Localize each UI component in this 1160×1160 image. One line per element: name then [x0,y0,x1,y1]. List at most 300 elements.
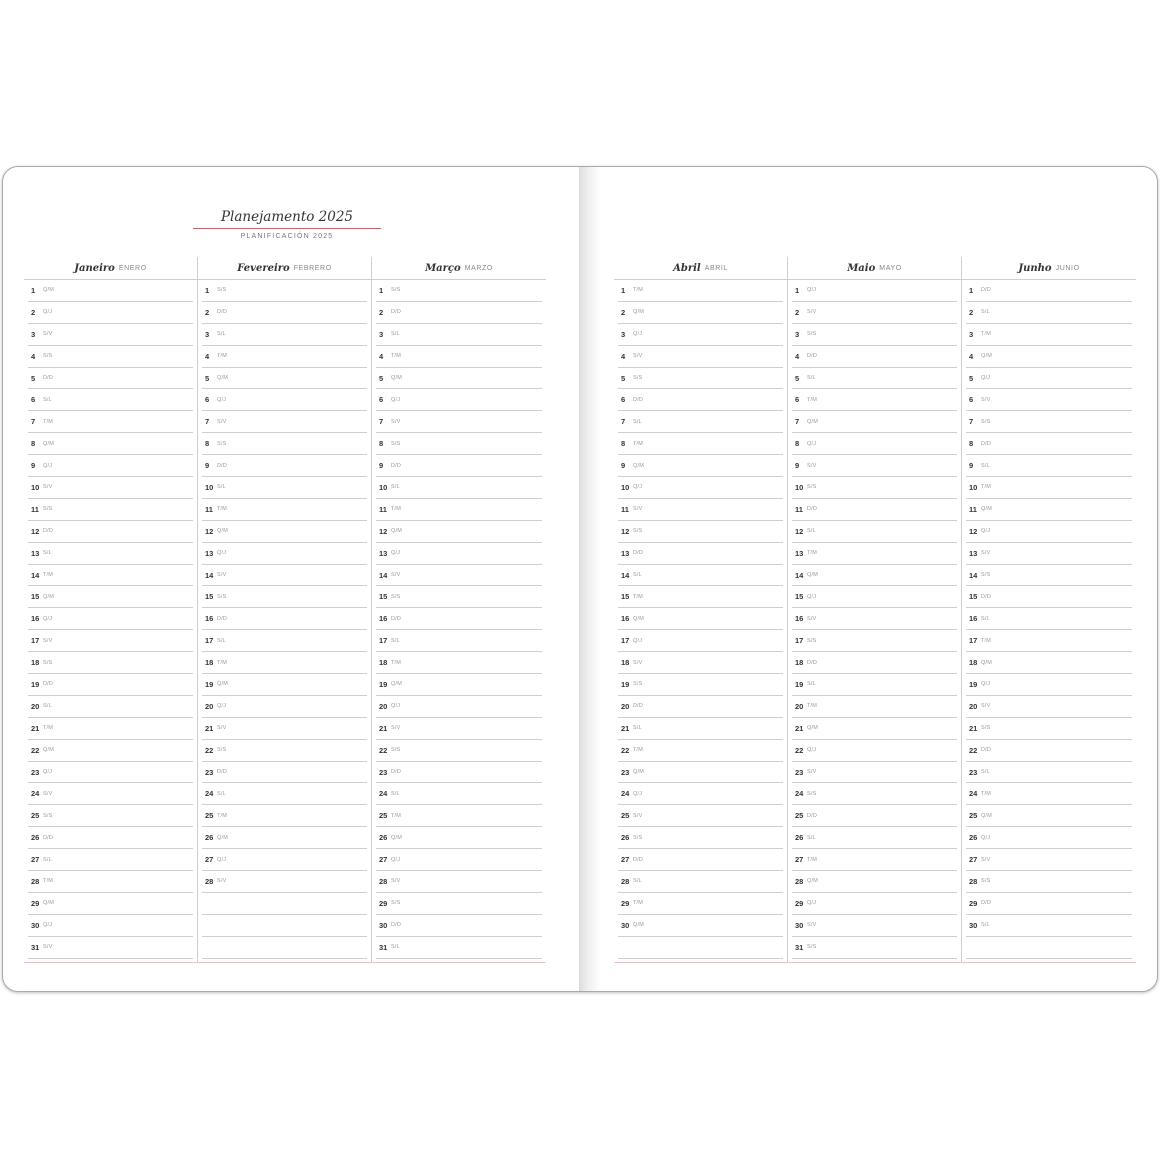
day-row[interactable] [376,565,542,587]
month-header [614,257,787,280]
day-row[interactable] [966,871,1132,893]
weekday-abbr: Q/M [633,615,644,622]
day-number: 1 [969,285,974,295]
day-row[interactable] [966,389,1132,411]
day-row[interactable] [28,674,193,696]
day-row[interactable] [966,324,1132,346]
day-row[interactable] [966,368,1132,390]
weekday-abbr: Q/J [981,528,991,535]
month-header [962,257,1136,280]
day-number: 3 [31,329,36,339]
day-row[interactable] [202,696,367,718]
day-row[interactable] [376,849,542,871]
weekday-abbr: Q/M [807,418,818,425]
day-row[interactable] [792,433,957,455]
day-row[interactable] [966,565,1132,587]
day-row[interactable] [966,652,1132,674]
day-number: 9 [795,461,800,471]
day-row[interactable] [618,586,783,608]
day-row[interactable] [28,827,193,849]
day-row[interactable] [792,893,957,915]
day-row[interactable] [792,805,957,827]
left-page-months [24,257,546,963]
day-row[interactable] [376,893,542,915]
day-row[interactable] [792,849,957,871]
weekday-abbr: S/L [981,462,990,469]
day-row[interactable] [28,718,193,740]
weekday-abbr: S/V [633,353,643,360]
weekday-abbr: T/M [391,812,402,819]
weekday-abbr: S/S [217,747,227,754]
weekday-abbr: S/S [43,353,53,360]
day-number: 17 [31,636,40,646]
day-row[interactable] [202,346,367,368]
day-row[interactable] [376,783,542,805]
day-row[interactable] [618,389,783,411]
day-row[interactable] [618,827,783,849]
day-number: 13 [621,548,630,558]
weekday-abbr: D/D [807,506,818,513]
day-row[interactable] [376,674,542,696]
day-row[interactable] [792,871,957,893]
day-number: 27 [379,855,388,865]
day-row[interactable] [792,411,957,433]
day-row[interactable] [376,280,542,302]
day-row[interactable] [618,455,783,477]
day-number: 27 [31,855,40,865]
month-bottom-rule [372,962,546,963]
weekday-abbr: S/V [43,331,53,338]
weekday-abbr: T/M [633,440,644,447]
day-number: 9 [205,461,210,471]
day-row[interactable] [376,915,542,937]
day-row[interactable] [202,762,367,784]
day-row[interactable] [376,608,542,630]
weekday-abbr: S/S [43,659,53,666]
day-row[interactable] [618,849,783,871]
day-row[interactable] [966,521,1132,543]
day-row[interactable] [376,389,542,411]
day-row[interactable] [202,389,367,411]
day-row[interactable] [28,477,193,499]
day-row[interactable] [966,586,1132,608]
day-row[interactable] [202,499,367,521]
day-number: 28 [969,876,978,886]
day-number: 19 [31,679,40,689]
weekday-abbr: S/L [391,790,400,797]
day-row[interactable] [376,433,542,455]
day-row[interactable] [618,411,783,433]
weekday-abbr: S/L [981,922,990,929]
day-row[interactable] [966,740,1132,762]
day-row[interactable] [202,477,367,499]
day-row[interactable] [376,368,542,390]
day-row[interactable] [202,674,367,696]
day-row[interactable] [792,389,957,411]
day-number: 16 [621,614,630,624]
weekday-abbr: Q/J [633,484,643,491]
day-row[interactable] [28,893,193,915]
day-row[interactable] [618,674,783,696]
day-row[interactable] [618,302,783,324]
day-row[interactable] [28,368,193,390]
day-row[interactable] [202,521,367,543]
day-number: 22 [795,745,804,755]
day-row[interactable] [792,499,957,521]
day-row[interactable] [618,696,783,718]
day-row[interactable] [792,740,957,762]
day-row[interactable] [966,674,1132,696]
day-number: 10 [379,482,388,492]
weekday-abbr: Q/J [807,440,817,447]
weekday-abbr: Q/M [981,659,992,666]
day-row[interactable] [28,521,193,543]
day-row[interactable] [792,346,957,368]
weekday-abbr: T/M [43,572,54,579]
day-number: 25 [205,811,214,821]
day-row[interactable] [28,455,193,477]
day-number: 9 [31,461,36,471]
day-row[interactable] [28,740,193,762]
day-row[interactable] [28,762,193,784]
day-row[interactable] [202,302,367,324]
day-row[interactable] [28,696,193,718]
day-row[interactable] [618,630,783,652]
day-row[interactable] [618,280,783,302]
day-row[interactable] [792,302,957,324]
day-row[interactable] [618,477,783,499]
weekday-abbr: S/L [391,331,400,338]
day-row[interactable] [792,543,957,565]
day-row[interactable] [966,411,1132,433]
day-number: 21 [379,723,388,733]
day-row[interactable] [202,411,367,433]
day-row[interactable] [376,740,542,762]
day-number: 22 [31,745,40,755]
day-row[interactable] [792,674,957,696]
day-number: 4 [31,351,36,361]
day-row[interactable] [376,521,542,543]
day-row[interactable] [376,805,542,827]
day-row[interactable] [966,543,1132,565]
day-number: 15 [621,592,630,602]
day-row[interactable] [792,783,957,805]
day-row[interactable] [966,827,1132,849]
day-row[interactable] [376,543,542,565]
weekday-abbr: T/M [217,506,228,513]
day-row[interactable] [792,455,957,477]
day-row[interactable] [202,586,367,608]
day-row[interactable] [202,324,367,346]
day-row[interactable] [28,805,193,827]
day-number: 6 [969,395,974,405]
day-row[interactable] [966,280,1132,302]
day-row[interactable] [792,586,957,608]
weekday-abbr: Q/M [981,353,992,360]
weekday-abbr: Q/J [217,856,227,863]
day-row[interactable] [28,937,193,959]
day-number: 7 [795,417,800,427]
weekday-abbr: T/M [981,331,992,338]
day-row[interactable] [966,630,1132,652]
day-row[interactable] [28,586,193,608]
day-row[interactable] [376,696,542,718]
book-gutter [579,167,601,991]
weekday-abbr: Q/M [633,922,644,929]
day-row[interactable] [376,937,542,959]
day-row[interactable] [376,718,542,740]
day-row[interactable] [202,827,367,849]
weekday-abbr: S/L [807,834,816,841]
day-row[interactable] [966,762,1132,784]
day-number: 24 [379,789,388,799]
day-row[interactable] [28,499,193,521]
weekday-abbr: Q/M [807,725,818,732]
day-row[interactable] [618,762,783,784]
day-row[interactable] [28,871,193,893]
day-number: 12 [31,526,40,536]
day-number: 14 [31,570,40,580]
day-number: 1 [205,285,210,295]
weekday-abbr: S/S [43,506,53,513]
day-row[interactable] [618,499,783,521]
weekday-abbr: T/M [807,703,818,710]
day-row[interactable] [28,389,193,411]
weekday-abbr: Q/J [807,900,817,907]
weekday-abbr: Q/J [391,396,401,403]
day-row[interactable] [28,630,193,652]
day-row[interactable] [28,280,193,302]
day-row[interactable] [28,543,193,565]
day-row[interactable] [376,411,542,433]
day-number: 23 [379,767,388,777]
day-row[interactable] [202,849,367,871]
day-row[interactable] [618,543,783,565]
day-number: 6 [205,395,210,405]
day-number: 5 [795,373,800,383]
day-row[interactable] [618,915,783,937]
day-row[interactable] [376,630,542,652]
day-number: 3 [379,329,384,339]
day-row[interactable] [966,915,1132,937]
day-number: 11 [621,504,629,514]
weekday-abbr: T/M [43,725,54,732]
day-row[interactable] [966,477,1132,499]
month-column [372,257,546,963]
day-number: 18 [379,658,388,668]
day-number: 19 [969,679,978,689]
day-row[interactable] [792,762,957,784]
day-row[interactable] [202,368,367,390]
weekday-abbr: S/L [217,790,226,797]
day-row[interactable] [618,565,783,587]
day-row[interactable] [792,696,957,718]
weekday-abbr: T/M [981,790,992,797]
day-row[interactable] [966,849,1132,871]
weekday-abbr: S/V [633,659,643,666]
day-row[interactable] [618,608,783,630]
day-row[interactable] [376,455,542,477]
day-row[interactable] [618,433,783,455]
day-row[interactable] [376,346,542,368]
weekday-abbr: T/M [391,353,402,360]
day-row[interactable] [792,652,957,674]
day-number: 26 [621,833,630,843]
weekday-abbr: S/V [633,812,643,819]
day-row[interactable] [618,871,783,893]
day-number: 24 [31,789,40,799]
day-row[interactable] [202,783,367,805]
weekday-abbr: D/D [391,615,402,622]
day-row[interactable] [202,433,367,455]
day-row[interactable] [376,499,542,521]
day-row[interactable] [202,455,367,477]
day-row[interactable] [618,718,783,740]
day-row[interactable] [202,805,367,827]
day-row[interactable] [792,827,957,849]
day-number: 18 [621,658,630,668]
day-row[interactable] [28,915,193,937]
weekday-abbr: S/S [633,681,643,688]
day-row[interactable] [792,368,957,390]
day-row[interactable] [376,652,542,674]
weekday-abbr: S/L [43,550,52,557]
weekday-abbr: Q/M [391,375,402,381]
day-row[interactable] [202,630,367,652]
day-number: 20 [969,701,978,711]
day-row[interactable] [792,937,957,959]
day-row[interactable] [376,324,542,346]
weekday-abbr: T/M [217,353,228,360]
day-row[interactable] [202,543,367,565]
day-number: 15 [795,592,804,602]
day-number: 12 [379,526,388,536]
day-number: 5 [969,373,974,383]
day-row[interactable] [618,740,783,762]
day-row[interactable] [792,630,957,652]
day-row[interactable] [202,652,367,674]
day-row[interactable] [28,346,193,368]
day-row[interactable] [28,783,193,805]
day-number: 4 [969,351,974,361]
day-row[interactable] [618,805,783,827]
day-row[interactable] [966,805,1132,827]
day-row[interactable] [202,280,367,302]
day-number: 7 [621,417,626,427]
weekday-abbr: D/D [633,396,644,403]
day-number: 26 [31,833,40,843]
weekday-abbr: S/L [217,484,226,491]
day-row[interactable] [28,849,193,871]
day-row[interactable] [792,324,957,346]
day-row[interactable] [966,346,1132,368]
weekday-abbr: S/L [807,681,816,688]
day-row[interactable] [792,521,957,543]
weekday-abbr: S/L [43,856,52,863]
day-row[interactable] [792,477,957,499]
day-number: 18 [205,658,214,668]
day-number: 16 [379,614,388,624]
day-row[interactable] [792,718,957,740]
day-row[interactable] [202,565,367,587]
day-row[interactable] [28,324,193,346]
day-number: 6 [31,395,36,405]
day-row[interactable] [618,652,783,674]
day-number: 17 [795,636,804,646]
day-row[interactable] [28,652,193,674]
day-row[interactable] [966,499,1132,521]
day-row[interactable] [618,783,783,805]
day-row[interactable] [792,608,957,630]
weekday-abbr: Q/J [43,769,53,776]
day-row[interactable] [792,565,957,587]
day-row[interactable] [618,893,783,915]
day-number: 12 [795,526,804,536]
day-row [202,893,367,915]
month-name-es: MAYO [879,264,902,272]
month-header [788,257,961,280]
day-row[interactable] [966,608,1132,630]
day-row[interactable] [966,455,1132,477]
day-number: 15 [379,592,388,602]
day-number: 31 [31,942,40,952]
weekday-abbr: D/D [391,769,402,776]
weekday-abbr: Q/J [43,462,53,469]
day-row[interactable] [28,411,193,433]
weekday-abbr: Q/M [43,900,54,907]
day-row[interactable] [966,696,1132,718]
day-row[interactable] [202,871,367,893]
day-row[interactable] [202,608,367,630]
weekday-abbr: Q/J [981,375,991,381]
day-row[interactable] [618,521,783,543]
day-row[interactable] [376,477,542,499]
weekday-abbr: S/L [981,769,990,776]
day-number: 27 [795,855,804,865]
day-number: 22 [969,745,978,755]
day-row[interactable] [28,565,193,587]
day-row[interactable] [618,368,783,390]
day-row[interactable] [618,346,783,368]
day-number: 15 [31,592,40,602]
day-row[interactable] [376,302,542,324]
day-row[interactable] [966,302,1132,324]
day-row[interactable] [376,871,542,893]
day-number: 13 [31,548,40,558]
day-row[interactable] [28,433,193,455]
day-row[interactable] [618,324,783,346]
day-row[interactable] [966,783,1132,805]
day-row[interactable] [966,433,1132,455]
day-row[interactable] [792,915,957,937]
day-row[interactable] [202,740,367,762]
day-row[interactable] [28,608,193,630]
day-number: 10 [621,482,630,492]
day-number: 6 [621,395,626,405]
day-row[interactable] [376,827,542,849]
day-row[interactable] [28,302,193,324]
day-row[interactable] [202,718,367,740]
day-row[interactable] [966,718,1132,740]
weekday-abbr: S/V [391,572,401,579]
day-row[interactable] [376,762,542,784]
day-row[interactable] [376,586,542,608]
day-number: 13 [969,548,978,558]
weekday-abbr: S/V [633,506,643,513]
day-row[interactable] [792,280,957,302]
day-row[interactable] [966,893,1132,915]
weekday-abbr: S/L [633,418,642,425]
